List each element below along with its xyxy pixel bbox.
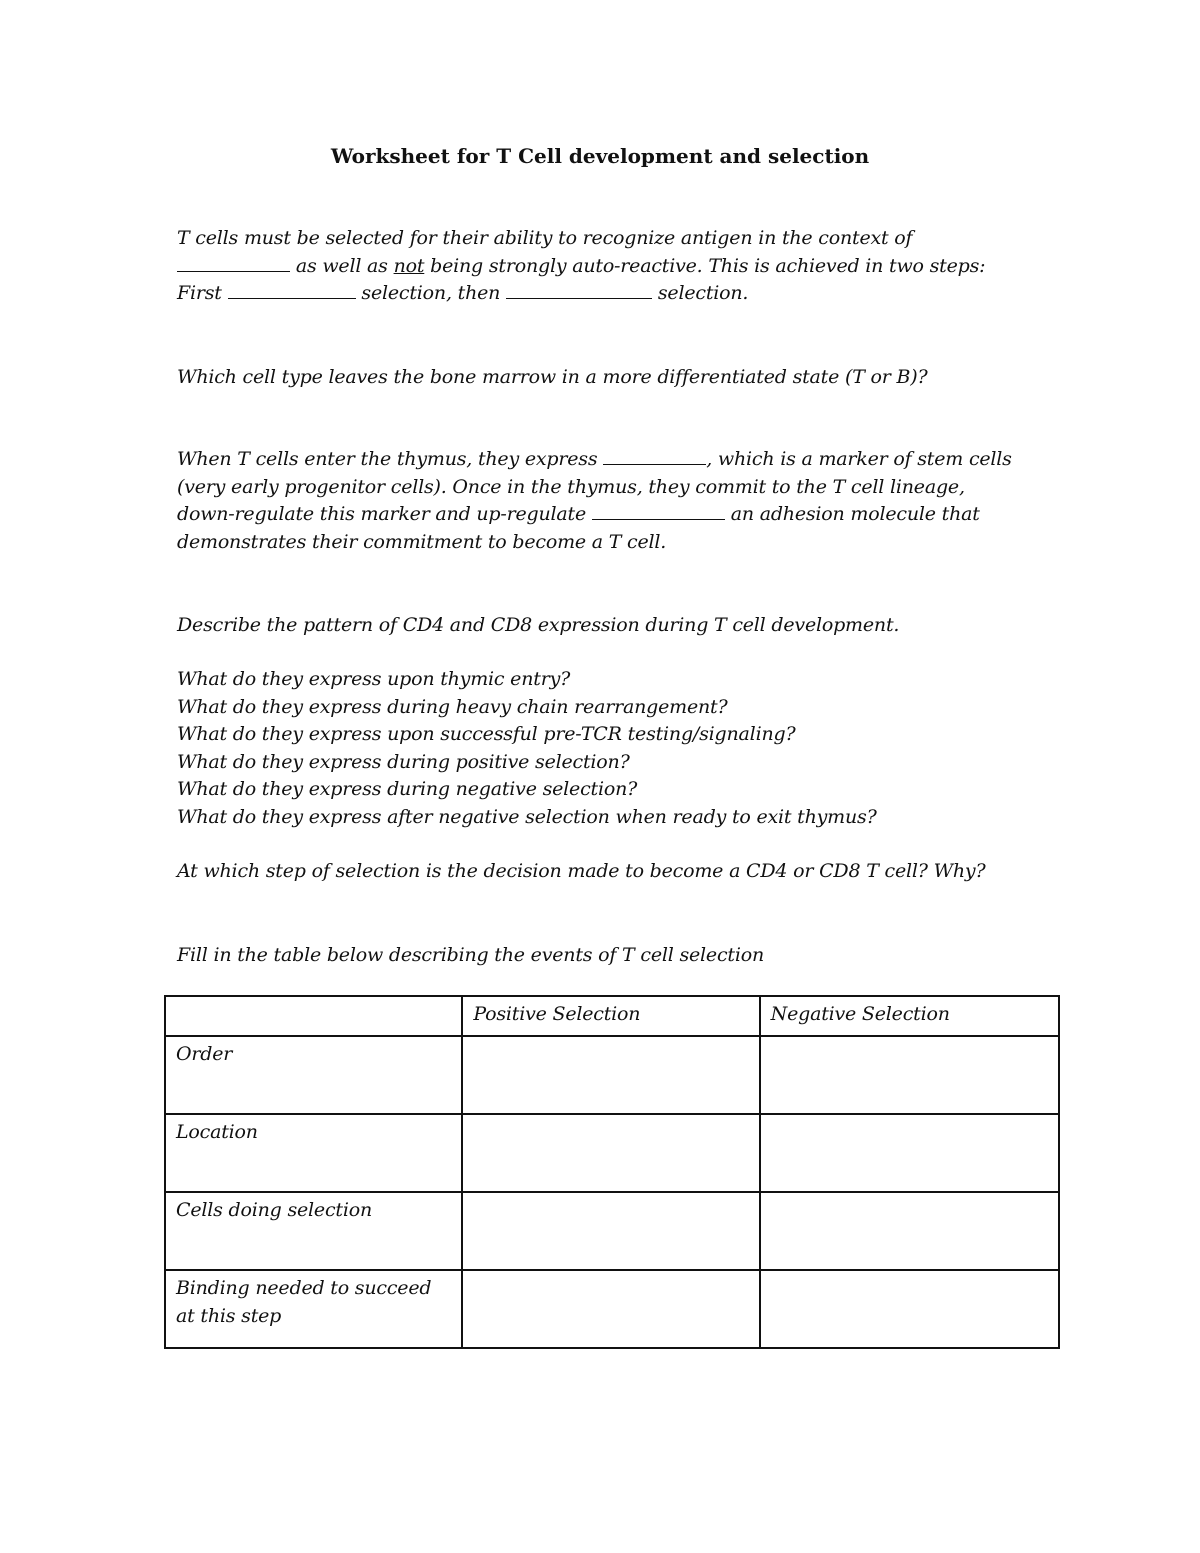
- page-title: Worksheet for T Cell development and selection: [330, 144, 870, 168]
- question-thymus-markers: [177, 446, 1012, 556]
- answer-cell[interactable]: [760, 1036, 1059, 1114]
- list-item: What do they express after negative selection when ready to exit thymus?: [177, 805, 877, 828]
- answer-cell[interactable]: [462, 1036, 759, 1114]
- answer-blank[interactable]: [177, 253, 290, 272]
- answer-blank[interactable]: [228, 280, 356, 299]
- answer-cell[interactable]: [760, 1114, 1059, 1192]
- question-differentiated-state: Which cell type leaves the bone marrow in a more differentiated state (T or B)?: [177, 366, 928, 388]
- table-header-cell: Negative Selection: [760, 996, 1059, 1036]
- answer-cell[interactable]: [462, 1192, 759, 1270]
- question-cd4-cd8-pattern: Describe the pattern of CD4 and CD8 expression during T cell development.: [177, 614, 900, 636]
- list-item: What do they express during positive selection?: [177, 750, 630, 773]
- list-item: What do they express during heavy chain rearrangement?: [177, 695, 728, 718]
- question-cd4-cd8-decision: At which step of selection is the decision made to become a CD4 or CD8 T cell? Why?: [177, 860, 986, 882]
- expression-question-list: [177, 666, 877, 831]
- table-row: [165, 1270, 1059, 1348]
- answer-blank[interactable]: [603, 446, 706, 465]
- answer-cell[interactable]: [760, 1192, 1059, 1270]
- table-header-cell: Positive Selection: [462, 996, 759, 1036]
- question-line: First selection, then selection.: [177, 282, 749, 304]
- question-line: demonstrates their commitment to become a T cell.: [177, 530, 667, 553]
- table-instructions: Fill in the table below describing the events of T cell selection: [177, 944, 764, 966]
- list-item: What do they express upon successful pre-TCR testing/signaling?: [177, 723, 796, 745]
- selection-table: [164, 995, 1060, 1349]
- table-row: [165, 1114, 1059, 1192]
- answer-cell[interactable]: [462, 1114, 759, 1192]
- question-line: (very early progenitor cells). Once in the thymus, they commit to the T cell lineage,: [177, 475, 965, 498]
- row-label: Cells doing selection: [165, 1192, 462, 1270]
- question-line: as well as not being strongly auto-reactive. This is achieved in two steps:: [177, 253, 985, 281]
- row-label: Order: [165, 1036, 462, 1114]
- row-label: Binding needed to succeed at this step: [165, 1270, 462, 1348]
- answer-blank[interactable]: [506, 280, 652, 299]
- table-header-row: [165, 996, 1059, 1036]
- answer-blank[interactable]: [592, 501, 725, 520]
- question-line: down-regulate this marker and up-regulate an adhesion molecule that: [177, 503, 980, 525]
- row-label: Location: [165, 1114, 462, 1192]
- table-row: [165, 1192, 1059, 1270]
- answer-cell[interactable]: [760, 1270, 1059, 1348]
- question-line: When T cells enter the thymus, they express , which is a marker of stem cells: [177, 448, 1012, 470]
- table-header-cell: [165, 996, 462, 1036]
- question-selection-steps: [177, 225, 985, 308]
- question-line: T cells must be selected for their ability to recognize antigen in the context of: [177, 227, 913, 249]
- table-row: [165, 1036, 1059, 1114]
- list-item: What do they express upon thymic entry?: [177, 668, 571, 690]
- list-item: What do they express during negative selection?: [177, 778, 638, 800]
- answer-cell[interactable]: [462, 1270, 759, 1348]
